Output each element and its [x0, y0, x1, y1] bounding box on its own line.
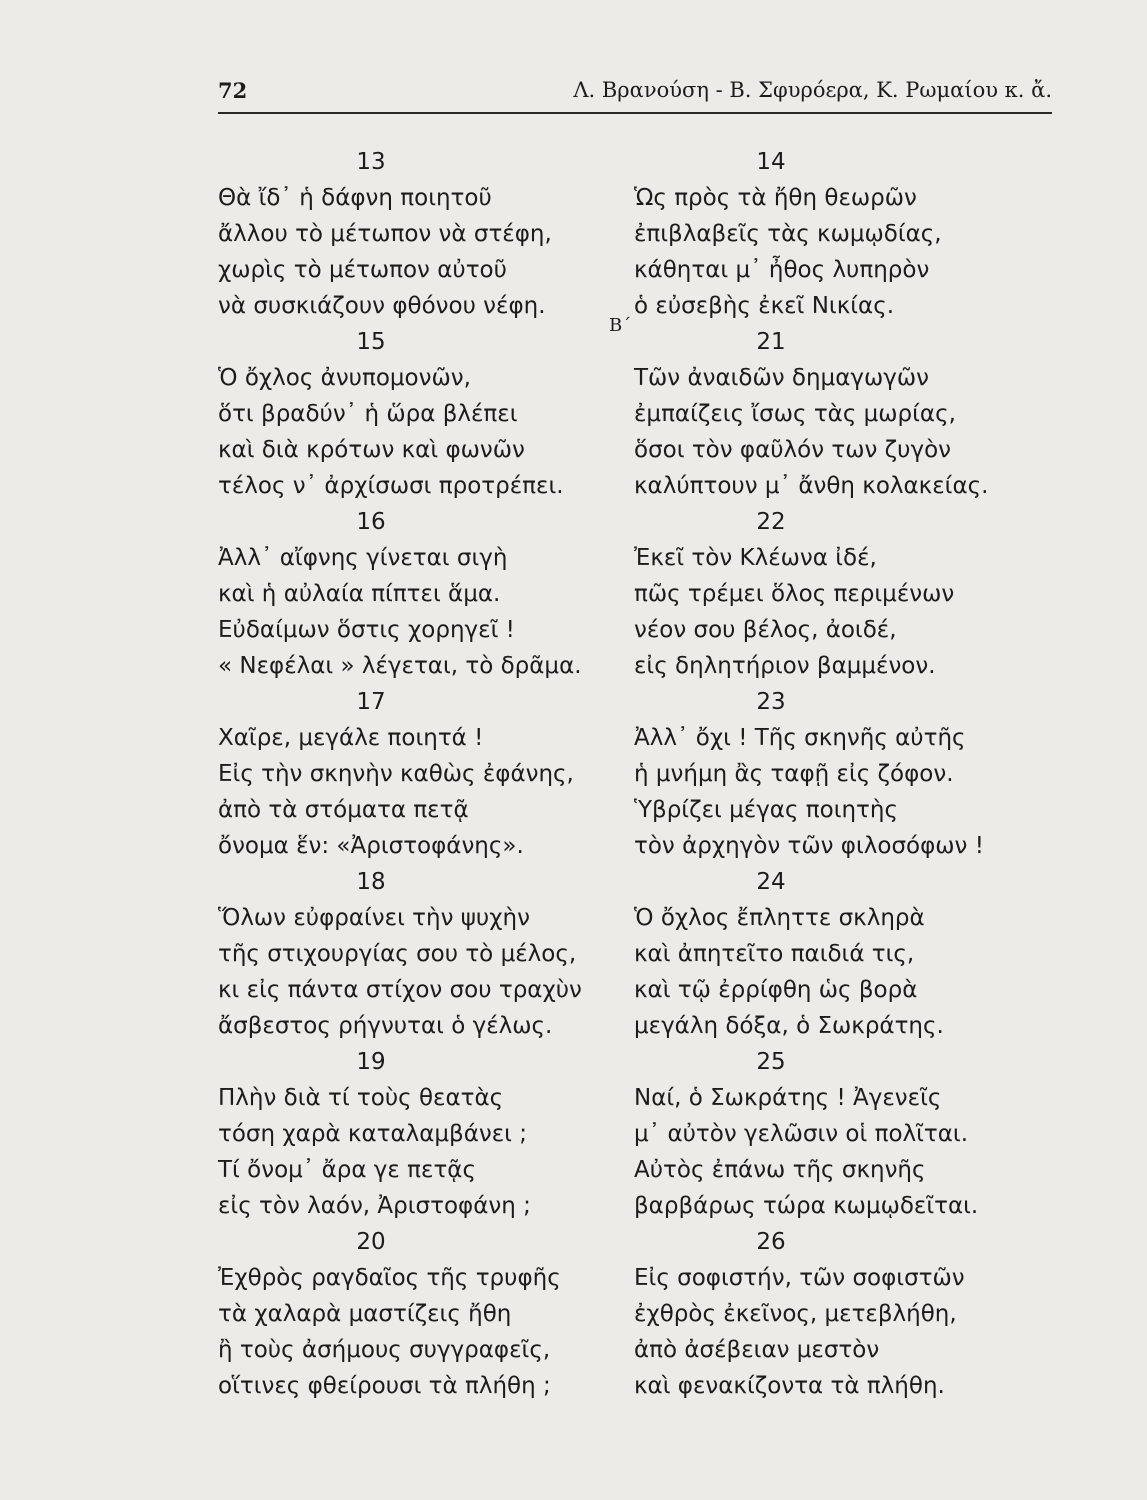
verse-line: μ᾽ αὐτὸν γελῶσιν οἱ πολῖται. — [634, 1121, 969, 1147]
verse-line: Ὁ ὄχλος ἀνυπομονῶν, — [218, 365, 471, 391]
verse-line: Εἰς τὴν σκηνὴν καθὼς ἐφάνης, — [218, 761, 574, 787]
stanza-number: 16 — [356, 509, 386, 535]
verse-line: ἐχθρὸς ἐκεῖνος, μετεβλήθη, — [634, 1301, 957, 1327]
verse-line: εἰς δηλητήριον βαμμένον. — [634, 653, 936, 679]
verse-line: οἵτινες φθείρουσι τὰ πλήθη ; — [218, 1373, 551, 1399]
verse-line: ἐπιβλαβεῖς τὰς κωμῳδίας, — [634, 221, 942, 247]
stanza-number: 19 — [356, 1049, 386, 1075]
verse-line: καὶ διὰ κρότων καὶ φωνῶν — [218, 437, 525, 463]
verse-line: Ὑβρίζει μέγας ποιητὴς — [634, 797, 898, 823]
stanza-number: 20 — [356, 1229, 386, 1255]
verse-line: καὶ ἡ αὐλαία πίπτει ἅμα. — [218, 581, 501, 607]
verse-line: Ἀλλ᾽ ὄχι ! Τῆς σκηνῆς αὐτῆς — [634, 725, 966, 751]
verse-line: ὁ εὐσεβὴς ἐκεῖ Νικίας. — [634, 293, 895, 319]
verse-line: Ὅλων εὐφραίνει τὴν ψυχὴν — [218, 905, 530, 931]
verse-line: Εὐδαίμων ὅστις χορηγεῖ ! — [218, 617, 515, 643]
verse-line: Εἰς σοφιστήν, τῶν σοφιστῶν — [634, 1265, 965, 1291]
verse-line: κάθηται μ᾽ ἦθος λυπηρὸν — [634, 257, 930, 283]
verse-line: καλύπτουν μ᾽ ἄνθη κολακείας. — [634, 473, 989, 499]
verse-line: ὄνομα ἕν: «Ἀριστοφάνης». — [218, 833, 524, 859]
stanza — [218, 324, 618, 504]
verse-line: ὅσοι τὸν φαῦλόν των ζυγὸν — [634, 437, 951, 463]
verse-line: εἰς τὸν λαόν, Ἀριστοφάνη ; — [218, 1193, 531, 1219]
page-number: 72 — [218, 78, 248, 103]
verse-line: μεγάλη δόξα, ὁ Σωκράτης. — [634, 1013, 944, 1039]
page-header — [218, 76, 1052, 114]
stanza-number: 21 — [756, 329, 786, 355]
stanza-number: 15 — [356, 329, 386, 355]
stanza-number: 18 — [356, 869, 386, 895]
stanza — [634, 324, 1064, 504]
verse-line: ἀπὸ τὰ στόματα πετᾷ — [218, 797, 469, 823]
stanza — [218, 504, 618, 684]
verse-line: καὶ φενακίζοντα τὰ πλήθη. — [634, 1373, 945, 1399]
verse-line: ἄλλου τὸ μέτωπον νὰ στέφη, — [218, 221, 552, 247]
verse-line: ὅτι βραδύν᾽ ἡ ὥρα βλέπει — [218, 401, 518, 427]
stanza — [218, 144, 618, 324]
stanza-number: 23 — [756, 689, 786, 715]
verse-line: βαρβάρως τώρα κωμῳδεῖται. — [634, 1193, 979, 1219]
verse-line: Ναί, ὁ Σωκράτης ! Ἀγενεῖς — [634, 1085, 942, 1111]
verse-line: τὰ χαλαρὰ μαστίζεις ἤθη — [218, 1301, 512, 1327]
verse-line: ἡ μνήμη ἂς ταφῇ εἰς ζόφον. — [634, 761, 954, 787]
verse-line: Τῶν ἀναιδῶν δημαγωγῶν — [634, 365, 929, 391]
part-marker: Β΄ — [609, 315, 632, 336]
verse-line: πῶς τρέμει ὅλος περιμένων — [634, 581, 955, 607]
stanza — [218, 1044, 618, 1224]
verse-line: Ὁ ὄχλος ἔπληττε σκληρὰ — [634, 905, 925, 931]
stanza-number: 14 — [756, 149, 786, 175]
verse-line: κι εἰς πάντα στίχον σου τραχὺν — [218, 977, 582, 1003]
stanza — [634, 144, 1064, 324]
stanza-number: 13 — [356, 149, 386, 175]
verse-line: Ὡς πρὸς τὰ ἤθη θεωρῶν — [634, 185, 917, 211]
verse-line: ἀπὸ ἀσέβειαν μεστὸν — [634, 1337, 880, 1363]
stanza — [634, 1224, 1064, 1404]
verse-line: « Νεφέλαι » λέγεται, τὸ δρᾶμα. — [218, 653, 582, 679]
verse-line: ἐμπαίζεις ἴσως τὰς μωρίας, — [634, 401, 956, 427]
stanza-number: 24 — [756, 869, 786, 895]
verse-line: Θὰ ἴδ᾽ ἡ δάφνη ποιητοῦ — [218, 185, 492, 211]
verse-line: νέον σου βέλος, ἀοιδέ, — [634, 617, 897, 643]
verse-line: Πλὴν διὰ τί τοὺς θεατὰς — [218, 1085, 504, 1111]
stanza — [634, 864, 1064, 1044]
stanza-number: 22 — [756, 509, 786, 535]
right-column — [634, 144, 1064, 1404]
stanza — [218, 1224, 618, 1404]
stanza — [634, 504, 1064, 684]
stanza — [218, 864, 618, 1044]
verse-line: ἢ τοὺς ἀσήμους συγγραφεῖς, — [218, 1337, 551, 1363]
verse-line: Ἐχθρὸς ραγδαῖος τῆς τρυφῆς — [218, 1265, 561, 1291]
verse-line: τόση χαρὰ καταλαμβάνει ; — [218, 1121, 527, 1147]
verse-line: Ἐκεῖ τὸν Κλέωνα ἰδέ, — [634, 545, 877, 571]
stanza — [634, 684, 1064, 864]
left-column — [218, 144, 618, 1404]
verse-line: τέλος ν᾽ ἀρχίσωσι προτρέπει. — [218, 473, 564, 499]
stanza-number: 26 — [756, 1229, 786, 1255]
stanza-number: 17 — [356, 689, 386, 715]
verse-line: Αὐτὸς ἐπάνω τῆς σκηνῆς — [634, 1157, 926, 1183]
verse-line: καὶ ἀπητεῖτο παιδιά τις, — [634, 941, 915, 967]
stanza — [634, 1044, 1064, 1224]
verse-line: Ἀλλ᾽ αἴφνης γίνεται σιγὴ — [218, 545, 508, 571]
stanza-number: 25 — [756, 1049, 786, 1075]
verse-line: νὰ συσκιάζουν φθόνου νέφη. — [218, 293, 546, 319]
verse-line: ἄσβεστος ρήγνυται ὁ γέλως. — [218, 1013, 553, 1039]
verse-line: τὸν ἀρχηγὸν τῶν φιλοσόφων ! — [634, 833, 984, 859]
verse-line: χωρὶς τὸ μέτωπον αὐτοῦ — [218, 257, 507, 283]
verse-line: Χαῖρε, μεγάλε ποιητά ! — [218, 725, 484, 751]
verse-line: τῆς στιχουργίας σου τὸ μέλος, — [218, 941, 577, 967]
verse-line: Τί ὄνομ᾽ ἄρα γε πετᾷς — [218, 1157, 476, 1183]
stanza — [218, 684, 618, 864]
running-head: Λ. Βρανούση - Β. Σφυρόερα, Κ. Ρωμαίου κ. ἄ. — [573, 78, 1052, 102]
verse-line: καὶ τῷ ἐρρίφθη ὡς βορὰ — [634, 977, 918, 1003]
